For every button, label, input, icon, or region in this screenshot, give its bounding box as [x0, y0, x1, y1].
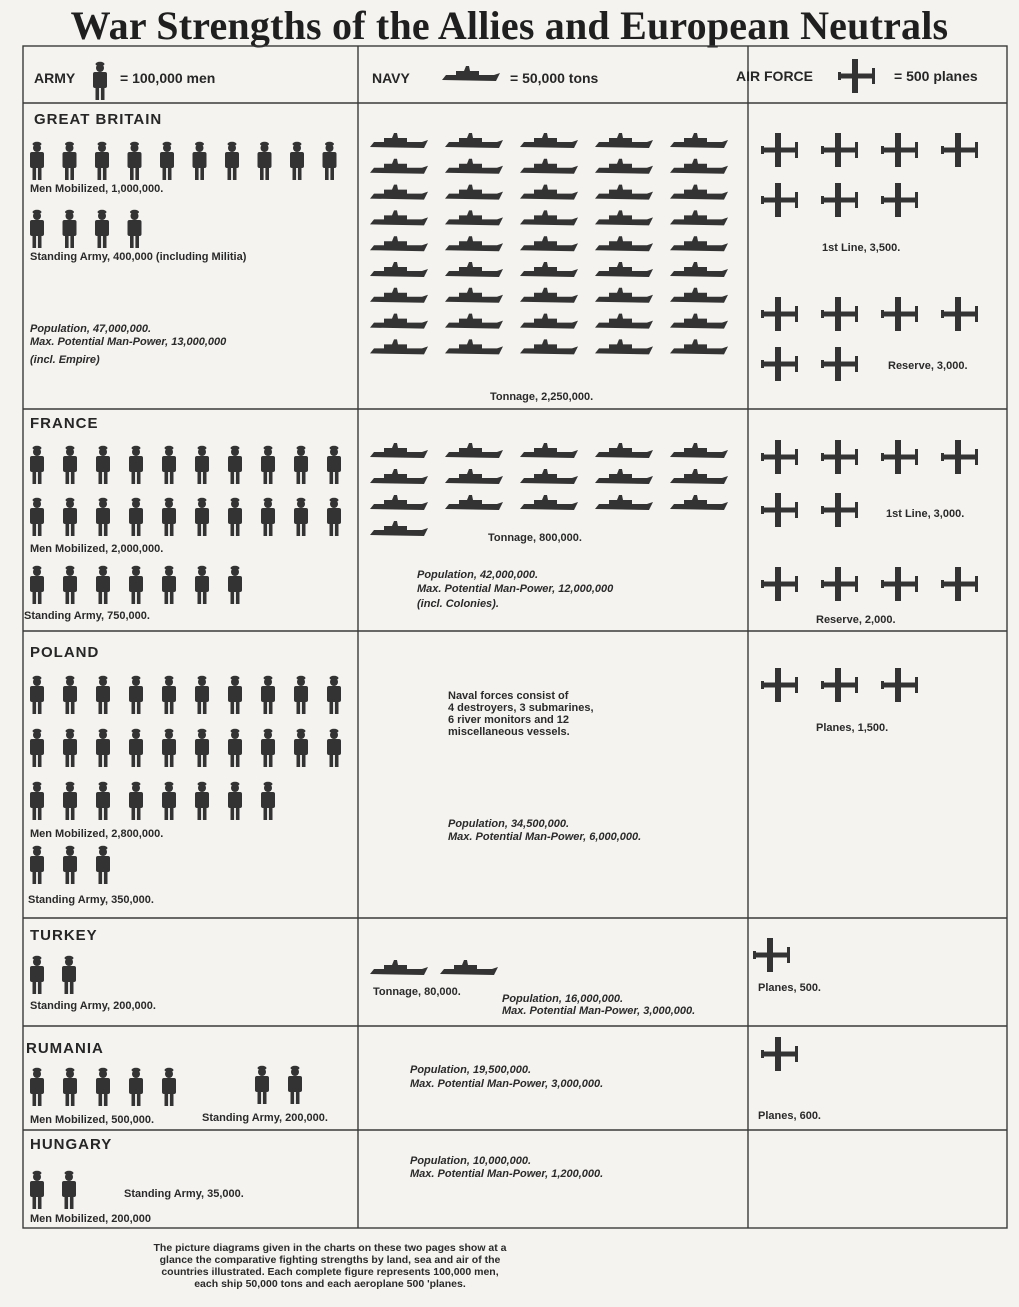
fr-ship — [370, 443, 428, 458]
gb-plane-first-line — [761, 183, 798, 217]
pl-plane — [821, 668, 858, 702]
gb-ship — [520, 159, 578, 174]
tr-standing-soldier — [30, 956, 44, 994]
gb-soldier — [128, 142, 142, 180]
fr-soldier — [195, 446, 209, 484]
fr-ship — [670, 469, 728, 484]
pl-naval-line-4: miscellaneous vessels. — [448, 726, 570, 738]
fr-plane-first-line — [941, 440, 978, 474]
gb-manpower-note: (incl. Empire) — [30, 354, 100, 366]
gb-soldier — [290, 142, 304, 180]
fr-soldier — [96, 498, 110, 536]
fr-ship — [370, 469, 428, 484]
gb-soldier — [323, 142, 337, 180]
fr-ship — [445, 469, 503, 484]
gb-ship — [370, 262, 428, 277]
gb-ship — [595, 262, 653, 277]
hu-soldier — [30, 1171, 44, 1209]
pl-naval-line-3: 6 river monitors and 12 — [448, 714, 570, 726]
ru-plane — [821, 1037, 858, 1071]
hu-soldier — [62, 1171, 76, 1209]
fr-plane-first-line — [821, 440, 858, 474]
fr-soldier — [63, 498, 77, 536]
ru-soldier — [96, 1068, 110, 1106]
gb-ship — [670, 339, 728, 354]
fr-manpower-note: (incl. Colonies). — [417, 598, 499, 610]
fr-standing-soldier — [195, 566, 209, 604]
tr-standing-army: Standing Army, 200,000. — [30, 1000, 156, 1012]
fr-ship — [520, 443, 578, 458]
pl-soldier — [162, 676, 176, 714]
fr-standing-soldier — [63, 566, 77, 604]
fr-standing-soldier — [96, 566, 110, 604]
fr-plane-reserve — [941, 567, 978, 601]
pl-soldier — [96, 676, 110, 714]
tr-ship — [370, 960, 428, 975]
footnote — [70, 1242, 590, 1290]
gb-ship — [520, 185, 578, 200]
fr-soldier — [294, 498, 308, 536]
air-legend-value: = 500 planes — [894, 68, 978, 84]
fr-soldier — [162, 498, 176, 536]
pl-soldier — [63, 676, 77, 714]
fr-men-mobilized: Men Mobilized, 2,000,000. — [30, 543, 164, 555]
fr-plane-first-line — [881, 440, 918, 474]
gb-ship — [670, 288, 728, 303]
fr-plane-reserve — [821, 567, 858, 601]
gb-ship — [595, 185, 653, 200]
gb-plane-reserve — [761, 347, 798, 381]
pl-standing-soldier — [129, 846, 143, 884]
pl-soldier — [96, 729, 110, 767]
pl-naval-line-2: 4 destroyers, 3 submarines, — [448, 702, 594, 714]
gb-ship — [520, 339, 578, 354]
pl-soldier — [96, 782, 110, 820]
gb-plane-first-line — [821, 183, 858, 217]
pl-soldier — [162, 782, 176, 820]
navy-legend-value: = 50,000 tons — [510, 70, 599, 86]
fr-soldier — [30, 498, 44, 536]
gb-plane-first-line — [821, 133, 858, 167]
gb-plane-first-line — [881, 133, 918, 167]
pl-planes: Planes, 1,500. — [816, 722, 889, 734]
hu-standing-army: Standing Army, 35,000. — [124, 1188, 244, 1200]
pl-plane — [761, 668, 798, 702]
fr-soldier — [129, 446, 143, 484]
gb-standing-soldier — [63, 210, 77, 248]
gb-ship — [595, 159, 653, 174]
gb-ship — [445, 339, 503, 354]
tr-standing-soldier — [62, 956, 76, 994]
pl-standing-soldier — [30, 846, 44, 884]
country-name-poland: POLAND — [30, 644, 100, 661]
pl-soldier — [261, 729, 275, 767]
fr-ship — [595, 443, 653, 458]
ru-soldier — [162, 1068, 176, 1106]
fr-plane-first-line — [761, 493, 798, 527]
gb-ship — [445, 288, 503, 303]
fr-soldier — [261, 498, 275, 536]
hu-population: Population, 10,000,000. — [410, 1155, 532, 1167]
pl-soldier — [129, 729, 143, 767]
fr-plane-first-line — [761, 440, 798, 474]
gb-ship — [520, 210, 578, 225]
fr-ship — [595, 495, 653, 510]
fr-standing-soldier — [261, 566, 275, 604]
gb-ship — [370, 210, 428, 225]
gb-reserve: Reserve, 3,000. — [888, 360, 968, 372]
fr-ship — [520, 469, 578, 484]
grid-lines — [23, 46, 1007, 1228]
gb-tonnage: Tonnage, 2,250,000. — [490, 391, 594, 403]
gb-ship — [445, 185, 503, 200]
footnote-line-3: countries illustrated. Each complete figure represents 100,000 men, — [161, 1266, 499, 1278]
gb-ship — [370, 314, 428, 329]
tr-population: Population, 16,000,000. — [502, 993, 624, 1005]
pl-soldier — [294, 676, 308, 714]
fr-ship — [670, 443, 728, 458]
gb-ship — [595, 210, 653, 225]
fr-soldier — [228, 498, 242, 536]
fr-ship — [445, 495, 503, 510]
gb-ship — [445, 210, 503, 225]
tr-tonnage: Tonnage, 80,000. — [373, 986, 461, 998]
pl-soldier — [327, 729, 341, 767]
gb-plane-reserve — [821, 297, 858, 331]
pl-standing-army: Standing Army, 350,000. — [28, 894, 154, 906]
gb-ship — [670, 314, 728, 329]
country-name-france: FRANCE — [30, 415, 99, 432]
gb-ship — [370, 236, 428, 251]
tr-plane — [753, 938, 790, 972]
fr-soldier — [63, 446, 77, 484]
gb-standing-soldier — [95, 210, 109, 248]
fr-first-line: 1st Line, 3,000. — [886, 508, 965, 520]
pl-soldier — [129, 676, 143, 714]
gb-standing-soldier — [128, 210, 142, 248]
pl-plane — [881, 668, 918, 702]
gb-soldier — [258, 142, 272, 180]
country-name-hungary: HUNGARY — [30, 1136, 113, 1153]
ru-population: Population, 19,500,000. — [410, 1064, 532, 1076]
pl-soldier — [129, 782, 143, 820]
pl-soldier — [261, 782, 275, 820]
fr-tonnage: Tonnage, 800,000. — [488, 532, 582, 544]
pl-manpower: Max. Potential Man-Power, 6,000,000. — [448, 831, 642, 843]
pl-soldier — [162, 729, 176, 767]
gb-plane-first-line — [881, 183, 918, 217]
gb-ship — [370, 159, 428, 174]
ru-soldier — [63, 1068, 77, 1106]
ru-soldier — [129, 1068, 143, 1106]
gb-ship — [520, 236, 578, 251]
gb-ship — [670, 159, 728, 174]
ru-men-mobilized: Men Mobilized, 500,000. — [30, 1114, 155, 1126]
hu-manpower: Max. Potential Man-Power, 1,200,000. — [410, 1168, 604, 1180]
fr-population: Population, 42,000,000. — [417, 569, 539, 581]
gb-ship — [445, 314, 503, 329]
pl-soldier — [228, 782, 242, 820]
fr-ship — [520, 495, 578, 510]
gb-ship — [520, 288, 578, 303]
ru-plane — [761, 1037, 798, 1071]
gb-ship — [670, 185, 728, 200]
tr-planes: Planes, 500. — [758, 982, 821, 994]
gb-soldier — [63, 142, 77, 180]
gb-ship — [445, 236, 503, 251]
fr-soldier — [261, 446, 275, 484]
air-legend-label: AIR FORCE — [736, 68, 813, 84]
fr-soldier — [30, 446, 44, 484]
pl-standing-soldier — [96, 846, 110, 884]
pl-soldier — [30, 782, 44, 820]
navy-legend-label: NAVY — [372, 70, 410, 86]
gb-plane-first-line — [761, 133, 798, 167]
gb-ship — [595, 133, 653, 148]
navy-legend-icon — [442, 66, 500, 81]
ru-standing-army: Standing Army, 200,000. — [202, 1112, 328, 1124]
gb-ship — [670, 236, 728, 251]
ru-manpower: Max. Potential Man-Power, 3,000,000. — [410, 1078, 604, 1090]
gb-ship — [595, 288, 653, 303]
gb-ship — [370, 133, 428, 148]
fr-ship — [370, 521, 428, 536]
pl-naval-note — [448, 690, 626, 738]
country-name-great-britain: GREAT BRITAIN — [34, 111, 163, 128]
pl-soldier — [228, 676, 242, 714]
chart-title: War Strengths of the Allies and European Neutrals — [70, 3, 949, 48]
fr-soldier — [195, 498, 209, 536]
pl-soldier — [30, 676, 44, 714]
fr-ship — [670, 495, 728, 510]
fr-plane-first-line — [821, 493, 858, 527]
fr-soldier — [327, 498, 341, 536]
gb-ship — [670, 133, 728, 148]
gb-soldier — [30, 142, 44, 180]
pl-soldier — [30, 729, 44, 767]
pl-population: Population, 34,500,000. — [448, 818, 570, 830]
gb-ship — [670, 262, 728, 277]
gb-population: Population, 47,000,000. — [30, 323, 152, 335]
pl-soldier — [294, 729, 308, 767]
fr-plane-reserve — [761, 567, 798, 601]
footnote-line-4: each ship 50,000 tons and each aeroplane 500 'planes. — [194, 1278, 466, 1290]
gb-plane-reserve — [761, 297, 798, 331]
gb-ship — [370, 185, 428, 200]
fr-standing-soldier — [228, 566, 242, 604]
ru-standing-soldier — [288, 1066, 302, 1104]
pl-soldier — [195, 676, 209, 714]
pl-men-mobilized: Men Mobilized, 2,800,000. — [30, 828, 164, 840]
fr-standing-soldier — [30, 566, 44, 604]
pl-soldier — [63, 782, 77, 820]
gb-ship — [595, 236, 653, 251]
pl-naval-line-1: Naval forces consist of — [448, 690, 569, 702]
pl-soldier — [261, 676, 275, 714]
ru-standing-soldier — [255, 1066, 269, 1104]
fr-standing-army: Standing Army, 750,000. — [24, 610, 150, 622]
country-name-turkey: TURKEY — [30, 927, 98, 944]
fr-standing-soldier — [162, 566, 176, 604]
fr-reserve: Reserve, 2,000. — [816, 614, 896, 626]
pictogram-marks — [30, 59, 978, 1209]
hu-men-mobilized: Men Mobilized, 200,000 — [30, 1213, 152, 1225]
pl-standing-soldier — [63, 846, 77, 884]
fr-plane-reserve — [881, 567, 918, 601]
gb-soldier — [225, 142, 239, 180]
footnote-line-1: The picture diagrams given in the charts on these two pages show at a — [153, 1242, 507, 1254]
gb-ship — [445, 133, 503, 148]
gb-men-mobilized: Men Mobilized, 1,000,000. — [30, 183, 164, 195]
ru-soldier — [30, 1068, 44, 1106]
fr-soldier — [129, 498, 143, 536]
pl-soldier — [63, 729, 77, 767]
gb-plane-reserve — [941, 297, 978, 331]
gb-ship — [595, 314, 653, 329]
country-name-rumania: RUMANIA — [26, 1040, 104, 1057]
fr-soldier — [327, 446, 341, 484]
fr-ship — [370, 495, 428, 510]
gb-ship — [370, 288, 428, 303]
army-legend-icon — [93, 62, 107, 100]
gb-ship — [520, 314, 578, 329]
gb-ship — [370, 339, 428, 354]
gb-ship — [520, 262, 578, 277]
gb-plane-reserve — [881, 297, 918, 331]
tr-ship — [440, 960, 498, 975]
gb-plane-reserve — [821, 347, 858, 381]
fr-standing-soldier — [129, 566, 143, 604]
footnote-line-2: glance the comparative fighting strengths by land, sea and air of the — [159, 1254, 501, 1266]
gb-first-line: 1st Line, 3,500. — [822, 242, 901, 254]
fr-manpower: Max. Potential Man-Power, 12,000,000 — [417, 583, 614, 595]
pl-soldier — [195, 782, 209, 820]
gb-manpower: Max. Potential Man-Power, 13,000,000 — [30, 336, 227, 348]
pl-soldier — [228, 729, 242, 767]
gb-standing-army: Standing Army, 400,000 (including Militia) — [30, 251, 247, 263]
pl-soldier — [195, 729, 209, 767]
fr-soldier — [294, 446, 308, 484]
fr-soldier — [162, 446, 176, 484]
fr-ship — [595, 469, 653, 484]
gb-soldier — [193, 142, 207, 180]
fr-ship — [445, 443, 503, 458]
gb-ship — [670, 210, 728, 225]
gb-soldier — [160, 142, 174, 180]
gb-ship — [595, 339, 653, 354]
ru-planes: Planes, 600. — [758, 1110, 821, 1122]
pl-soldier — [327, 676, 341, 714]
gb-ship — [520, 133, 578, 148]
army-legend-value: = 100,000 men — [120, 70, 216, 86]
gb-standing-soldier — [30, 210, 44, 248]
fr-soldier — [96, 446, 110, 484]
air-legend-icon — [838, 59, 875, 93]
fr-soldier — [228, 446, 242, 484]
army-legend-label: ARMY — [34, 70, 76, 86]
gb-plane-first-line — [941, 133, 978, 167]
tr-manpower: Max. Potential Man-Power, 3,000,000. — [502, 1005, 696, 1017]
gb-ship — [445, 159, 503, 174]
gb-soldier — [95, 142, 109, 180]
gb-ship — [445, 262, 503, 277]
